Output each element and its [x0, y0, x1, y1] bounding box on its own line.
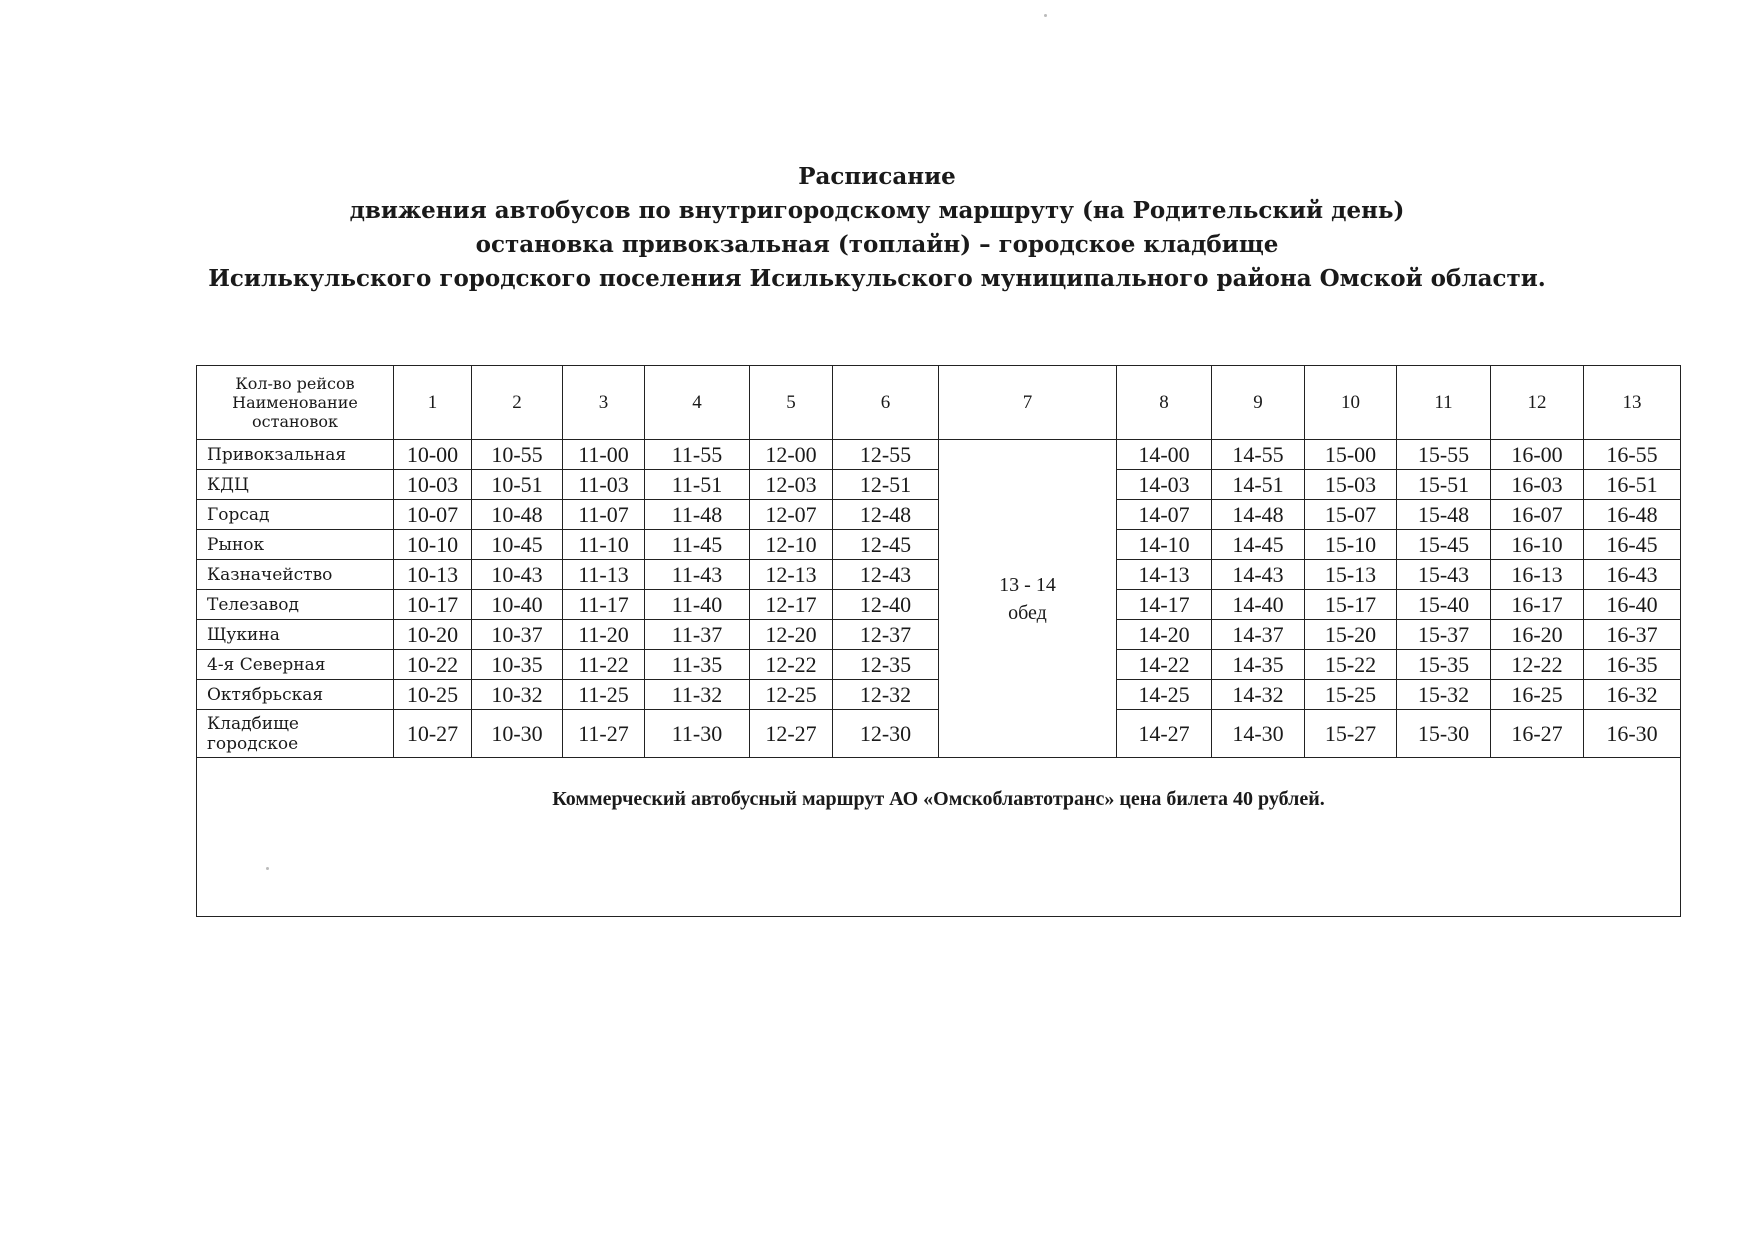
departure-time: 10-55 — [472, 440, 563, 470]
departure-time: 15-13 — [1305, 560, 1397, 590]
departure-time: 16-00 — [1491, 440, 1584, 470]
stop-name: Привокзальная — [197, 440, 394, 470]
departure-time: 14-17 — [1117, 590, 1212, 620]
departure-time: 15-25 — [1305, 680, 1397, 710]
departure-time: 11-32 — [645, 680, 750, 710]
departure-time: 14-25 — [1117, 680, 1212, 710]
departure-time: 14-48 — [1212, 500, 1305, 530]
departure-time: 14-13 — [1117, 560, 1212, 590]
departure-time: 15-48 — [1397, 500, 1491, 530]
departure-time: 10-35 — [472, 650, 563, 680]
departure-time: 16-51 — [1584, 470, 1681, 500]
trip-number: 10 — [1305, 366, 1397, 440]
departure-time: 15-51 — [1397, 470, 1491, 500]
trip-number: 8 — [1117, 366, 1212, 440]
departure-time: 12-51 — [833, 470, 939, 500]
footer-row — [197, 758, 1681, 917]
departure-time: 15-43 — [1397, 560, 1491, 590]
departure-time: 11-35 — [645, 650, 750, 680]
departure-time: 11-43 — [645, 560, 750, 590]
departure-time: 16-17 — [1491, 590, 1584, 620]
departure-time: 11-27 — [563, 710, 645, 758]
stop-name: Кладбище городское — [197, 710, 394, 758]
departure-time: 10-48 — [472, 500, 563, 530]
departure-time: 15-20 — [1305, 620, 1397, 650]
footer-note: Коммерческий автобусный маршрут АО «Омскоблавтотранс» цена билета 40 рублей. — [197, 758, 1681, 917]
stop-name: Октябрьская — [197, 680, 394, 710]
departure-time: 15-00 — [1305, 440, 1397, 470]
departure-time: 15-55 — [1397, 440, 1491, 470]
departure-time: 12-20 — [750, 620, 833, 650]
departure-time: 11-45 — [645, 530, 750, 560]
departure-time: 15-35 — [1397, 650, 1491, 680]
table-row — [197, 440, 1681, 470]
departure-time: 12-22 — [750, 650, 833, 680]
departure-time: 16-25 — [1491, 680, 1584, 710]
departure-time: 14-35 — [1212, 650, 1305, 680]
departure-time: 11-55 — [645, 440, 750, 470]
departure-time: 16-13 — [1491, 560, 1584, 590]
departure-time: 14-55 — [1212, 440, 1305, 470]
departure-time: 10-22 — [394, 650, 472, 680]
departure-time: 12-43 — [833, 560, 939, 590]
departure-time: 10-40 — [472, 590, 563, 620]
trip-number: 5 — [750, 366, 833, 440]
schedule-table — [196, 365, 1681, 917]
departure-time: 10-27 — [394, 710, 472, 758]
departure-time: 12-10 — [750, 530, 833, 560]
departure-time: 11-03 — [563, 470, 645, 500]
departure-time: 16-20 — [1491, 620, 1584, 650]
departure-time: 14-51 — [1212, 470, 1305, 500]
departure-time: 14-27 — [1117, 710, 1212, 758]
departure-time: 15-32 — [1397, 680, 1491, 710]
departure-time: 11-20 — [563, 620, 645, 650]
title-line-3: остановка привокзальная (топлайн) – городское кладбище — [475, 231, 1279, 258]
departure-time: 14-00 — [1117, 440, 1212, 470]
scan-speck — [266, 867, 269, 870]
header-label-line3: остановок — [252, 412, 338, 431]
departure-time: 11-30 — [645, 710, 750, 758]
departure-time: 15-45 — [1397, 530, 1491, 560]
departure-time: 12-22 — [1491, 650, 1584, 680]
departure-time: 14-43 — [1212, 560, 1305, 590]
departure-time: 12-27 — [750, 710, 833, 758]
departure-time: 15-10 — [1305, 530, 1397, 560]
departure-time: 12-37 — [833, 620, 939, 650]
departure-time: 14-32 — [1212, 680, 1305, 710]
departure-time: 14-40 — [1212, 590, 1305, 620]
title-line-4: Исилькульского городского поселения Исилькульского муниципального района Омской области. — [208, 265, 1546, 292]
departure-time: 10-32 — [472, 680, 563, 710]
departure-time: 12-48 — [833, 500, 939, 530]
stop-name: КДЦ — [197, 470, 394, 500]
departure-time: 14-20 — [1117, 620, 1212, 650]
trip-number: 3 — [563, 366, 645, 440]
trip-number: 4 — [645, 366, 750, 440]
header-label-line1: Кол-во рейсов — [235, 374, 355, 393]
departure-time: 12-32 — [833, 680, 939, 710]
title-line-2: движения автобусов по внутригородскому маршруту (на Родительский день) — [349, 197, 1405, 224]
departure-time: 12-03 — [750, 470, 833, 500]
departure-time: 14-45 — [1212, 530, 1305, 560]
stop-name: Щукина — [197, 620, 394, 650]
departure-time: 11-51 — [645, 470, 750, 500]
trip-number: 13 — [1584, 366, 1681, 440]
departure-time: 14-37 — [1212, 620, 1305, 650]
departure-time: 10-17 — [394, 590, 472, 620]
departure-time: 15-22 — [1305, 650, 1397, 680]
departure-time: 12-25 — [750, 680, 833, 710]
header-row — [197, 366, 1681, 440]
departure-time: 10-20 — [394, 620, 472, 650]
lunch-label: обед — [1008, 601, 1047, 624]
scan-speck — [1044, 14, 1047, 17]
departure-time: 10-07 — [394, 500, 472, 530]
departure-time: 16-03 — [1491, 470, 1584, 500]
departure-time: 14-10 — [1117, 530, 1212, 560]
departure-time: 10-03 — [394, 470, 472, 500]
departure-time: 11-48 — [645, 500, 750, 530]
departure-time: 16-27 — [1491, 710, 1584, 758]
departure-time: 16-35 — [1584, 650, 1681, 680]
departure-time: 10-37 — [472, 620, 563, 650]
departure-time: 12-45 — [833, 530, 939, 560]
departure-time: 16-32 — [1584, 680, 1681, 710]
departure-time: 12-40 — [833, 590, 939, 620]
departure-time: 11-07 — [563, 500, 645, 530]
departure-time: 10-00 — [394, 440, 472, 470]
stop-name: 4-я Северная — [197, 650, 394, 680]
departure-time: 12-17 — [750, 590, 833, 620]
departure-time: 15-40 — [1397, 590, 1491, 620]
departure-time: 11-13 — [563, 560, 645, 590]
lunch-hours: 13 - 14 — [999, 573, 1056, 596]
departure-time: 14-07 — [1117, 500, 1212, 530]
trip-number: 12 — [1491, 366, 1584, 440]
departure-time: 11-40 — [645, 590, 750, 620]
stop-name: Рынок — [197, 530, 394, 560]
trip-number: 9 — [1212, 366, 1305, 440]
departure-time: 12-13 — [750, 560, 833, 590]
departure-time: 15-07 — [1305, 500, 1397, 530]
departure-time: 16-07 — [1491, 500, 1584, 530]
departure-time: 11-10 — [563, 530, 645, 560]
departure-time: 14-30 — [1212, 710, 1305, 758]
departure-time: 11-22 — [563, 650, 645, 680]
trip-number: 11 — [1397, 366, 1491, 440]
header-label-line2: Наименование — [232, 393, 358, 412]
departure-time: 10-25 — [394, 680, 472, 710]
departure-time: 15-37 — [1397, 620, 1491, 650]
departure-time: 12-55 — [833, 440, 939, 470]
stop-name: Горсад — [197, 500, 394, 530]
departure-time: 15-27 — [1305, 710, 1397, 758]
trip-number: 2 — [472, 366, 563, 440]
departure-time: 16-45 — [1584, 530, 1681, 560]
departure-time: 10-10 — [394, 530, 472, 560]
departure-time: 14-03 — [1117, 470, 1212, 500]
departure-time: 12-35 — [833, 650, 939, 680]
departure-time: 12-30 — [833, 710, 939, 758]
departure-time: 11-00 — [563, 440, 645, 470]
departure-time: 14-22 — [1117, 650, 1212, 680]
departure-time: 10-30 — [472, 710, 563, 758]
trip-number: 7 — [939, 366, 1117, 440]
departure-time: 10-45 — [472, 530, 563, 560]
trip-number: 1 — [394, 366, 472, 440]
header-label-cell — [197, 366, 394, 440]
departure-time: 15-17 — [1305, 590, 1397, 620]
departure-time: 12-00 — [750, 440, 833, 470]
departure-time: 10-51 — [472, 470, 563, 500]
departure-time: 16-30 — [1584, 710, 1681, 758]
trip-number: 6 — [833, 366, 939, 440]
departure-time: 11-17 — [563, 590, 645, 620]
departure-time: 11-25 — [563, 680, 645, 710]
departure-time: 11-37 — [645, 620, 750, 650]
departure-time: 16-55 — [1584, 440, 1681, 470]
stop-name: Телезавод — [197, 590, 394, 620]
departure-time: 15-03 — [1305, 470, 1397, 500]
departure-time: 10-43 — [472, 560, 563, 590]
departure-time: 16-48 — [1584, 500, 1681, 530]
title-line-1: Расписание — [798, 163, 956, 190]
departure-time: 10-13 — [394, 560, 472, 590]
departure-time: 16-10 — [1491, 530, 1584, 560]
departure-time: 15-30 — [1397, 710, 1491, 758]
departure-time: 16-40 — [1584, 590, 1681, 620]
document-title — [0, 160, 1754, 296]
departure-time: 16-43 — [1584, 560, 1681, 590]
departure-time: 12-07 — [750, 500, 833, 530]
departure-time: 16-37 — [1584, 620, 1681, 650]
lunch-break-cell — [939, 440, 1117, 758]
stop-name: Казначейство — [197, 560, 394, 590]
